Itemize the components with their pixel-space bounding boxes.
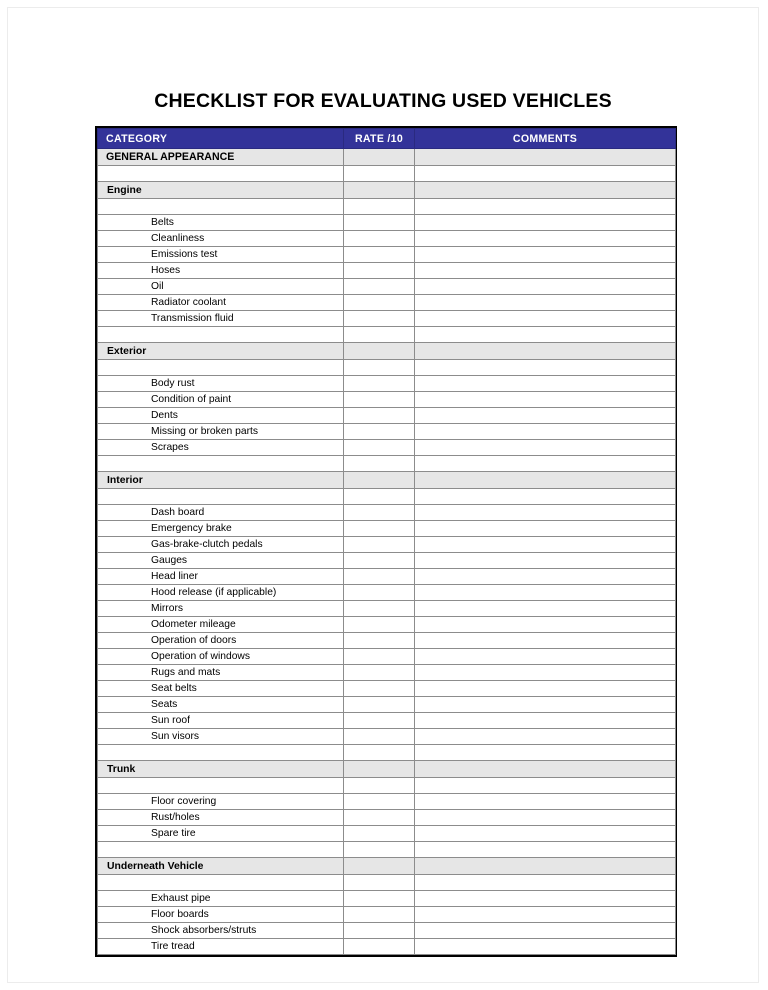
cell-category: Rugs and mats (98, 665, 344, 681)
cell-rate[interactable] (344, 505, 415, 521)
table-row (98, 424, 676, 440)
cell-rate[interactable] (344, 617, 415, 633)
cell-category: Floor covering (98, 794, 344, 810)
cell-comments (415, 182, 676, 199)
cell-comments[interactable] (415, 681, 676, 697)
cell-comments (415, 360, 676, 376)
table-row (98, 537, 676, 553)
cell-comments[interactable] (415, 311, 676, 327)
cell-rate[interactable] (344, 376, 415, 392)
cell-rate (344, 875, 415, 891)
table-row (98, 649, 676, 665)
cell-comments[interactable] (415, 713, 676, 729)
table-row-spacer (98, 489, 676, 505)
cell-rate[interactable] (344, 794, 415, 810)
cell-rate (344, 360, 415, 376)
cell-comments[interactable] (415, 569, 676, 585)
page-title: CHECKLIST FOR EVALUATING USED VEHICLES (154, 90, 612, 112)
table-row (98, 231, 676, 247)
table-row-spacer (98, 166, 676, 182)
cell-comments[interactable] (415, 729, 676, 745)
table-row-section-heading (98, 182, 676, 199)
table-row (98, 215, 676, 231)
cell-rate[interactable] (344, 247, 415, 263)
table-row (98, 891, 676, 907)
cell-category: Gauges (98, 553, 344, 569)
cell-category: Hoses (98, 263, 344, 279)
cell-category: Seat belts (98, 681, 344, 697)
cell-category (98, 745, 344, 761)
cell-rate (344, 149, 415, 166)
cell-rate (344, 778, 415, 794)
cell-category: Emissions test (98, 247, 344, 263)
cell-rate[interactable] (344, 521, 415, 537)
cell-category: Sun visors (98, 729, 344, 745)
cell-category: Underneath Vehicle (98, 858, 344, 875)
cell-rate[interactable] (344, 295, 415, 311)
cell-comments (415, 456, 676, 472)
table-row (98, 295, 676, 311)
cell-category: Spare tire (98, 826, 344, 842)
cell-category: Dents (98, 408, 344, 424)
cell-category: Condition of paint (98, 392, 344, 408)
cell-category: Emergency brake (98, 521, 344, 537)
cell-rate[interactable] (344, 891, 415, 907)
cell-category: Gas-brake-clutch pedals (98, 537, 344, 553)
cell-comments[interactable] (415, 392, 676, 408)
table-row-spacer (98, 199, 676, 215)
table-row-spacer (98, 842, 676, 858)
table-row (98, 585, 676, 601)
cell-category: Dash board (98, 505, 344, 521)
cell-comments (415, 778, 676, 794)
cell-comments[interactable] (415, 295, 676, 311)
cell-category (98, 842, 344, 858)
table-row-spacer (98, 456, 676, 472)
table-row-section-heading (98, 343, 676, 360)
cell-rate[interactable] (344, 665, 415, 681)
table-row (98, 408, 676, 424)
cell-rate[interactable] (344, 424, 415, 440)
cell-comments[interactable] (415, 697, 676, 713)
cell-rate[interactable] (344, 392, 415, 408)
cell-rate (344, 182, 415, 199)
table-row-spacer (98, 778, 676, 794)
cell-comments[interactable] (415, 826, 676, 842)
cell-category (98, 199, 344, 215)
cell-comments[interactable] (415, 665, 676, 681)
cell-rate[interactable] (344, 826, 415, 842)
cell-rate[interactable] (344, 553, 415, 569)
cell-rate (344, 761, 415, 778)
table-row-section-heading (98, 858, 676, 875)
cell-category (98, 360, 344, 376)
cell-rate[interactable] (344, 907, 415, 923)
cell-rate[interactable] (344, 585, 415, 601)
table-row (98, 311, 676, 327)
cell-rate[interactable] (344, 311, 415, 327)
table-header (98, 129, 676, 149)
cell-category: Engine (98, 182, 344, 199)
cell-comments (415, 858, 676, 875)
cell-category: Operation of doors (98, 633, 344, 649)
cell-category: Oil (98, 279, 344, 295)
cell-rate[interactable] (344, 569, 415, 585)
cell-category: Exterior (98, 343, 344, 360)
cell-rate[interactable] (344, 729, 415, 745)
cell-comments (415, 875, 676, 891)
table-row (98, 376, 676, 392)
table-row-section-heading (98, 472, 676, 489)
cell-comments (415, 199, 676, 215)
cell-rate (344, 858, 415, 875)
cell-category: Belts (98, 215, 344, 231)
cell-rate[interactable] (344, 923, 415, 939)
cell-rate[interactable] (344, 231, 415, 247)
table-row (98, 247, 676, 263)
cell-comments (415, 761, 676, 778)
cell-rate[interactable] (344, 279, 415, 295)
table-row-group-heading (98, 149, 676, 166)
cell-category: Odometer mileage (98, 617, 344, 633)
cell-rate (344, 166, 415, 182)
cell-comments[interactable] (415, 505, 676, 521)
cell-category (98, 489, 344, 505)
table-row (98, 279, 676, 295)
table-row (98, 729, 676, 745)
cell-category: Sun roof (98, 713, 344, 729)
cell-rate (344, 456, 415, 472)
checklist-table-container (95, 126, 677, 957)
table-row (98, 923, 676, 939)
table-row (98, 601, 676, 617)
cell-comments (415, 327, 676, 343)
cell-comments[interactable] (415, 376, 676, 392)
document-page (8, 8, 758, 982)
table-row (98, 633, 676, 649)
cell-comments[interactable] (415, 247, 676, 263)
table-row (98, 617, 676, 633)
cell-rate (344, 489, 415, 505)
cell-category (98, 166, 344, 182)
cell-comments[interactable] (415, 617, 676, 633)
cell-rate[interactable] (344, 537, 415, 553)
cell-rate (344, 745, 415, 761)
cell-rate[interactable] (344, 939, 415, 955)
cell-comments[interactable] (415, 215, 676, 231)
table-row (98, 794, 676, 810)
cell-comments (415, 343, 676, 360)
table-row (98, 440, 676, 456)
table-row (98, 521, 676, 537)
cell-category: Transmission fluid (98, 311, 344, 327)
cell-category (98, 875, 344, 891)
cell-comments[interactable] (415, 939, 676, 955)
cell-comments[interactable] (415, 585, 676, 601)
cell-category: GENERAL APPEARANCE (98, 149, 344, 166)
cell-comments[interactable] (415, 521, 676, 537)
cell-category: Scrapes (98, 440, 344, 456)
cell-category: Interior (98, 472, 344, 489)
table-row (98, 810, 676, 826)
table-row (98, 392, 676, 408)
cell-category: Missing or broken parts (98, 424, 344, 440)
table-row-spacer (98, 745, 676, 761)
cell-comments (415, 166, 676, 182)
table-row-section-heading (98, 761, 676, 778)
cell-comments[interactable] (415, 537, 676, 553)
cell-category: Exhaust pipe (98, 891, 344, 907)
table-row (98, 713, 676, 729)
cell-rate[interactable] (344, 681, 415, 697)
cell-category: Tire tread (98, 939, 344, 955)
cell-rate[interactable] (344, 440, 415, 456)
table-row-spacer (98, 327, 676, 343)
cell-rate[interactable] (344, 601, 415, 617)
table-row (98, 907, 676, 923)
cell-category: Operation of windows (98, 649, 344, 665)
cell-category (98, 456, 344, 472)
cell-rate[interactable] (344, 713, 415, 729)
cell-rate[interactable] (344, 263, 415, 279)
table-row (98, 263, 676, 279)
cell-comments[interactable] (415, 424, 676, 440)
cell-category: Floor boards (98, 907, 344, 923)
cell-comments (415, 472, 676, 489)
table-row (98, 665, 676, 681)
cell-category: Rust/holes (98, 810, 344, 826)
cell-category: Body rust (98, 376, 344, 392)
cell-comments (415, 489, 676, 505)
table-row (98, 697, 676, 713)
cell-rate[interactable] (344, 649, 415, 665)
cell-rate[interactable] (344, 810, 415, 826)
column-header-comments: COMMENTS (415, 129, 676, 149)
cell-comments[interactable] (415, 408, 676, 424)
cell-category: Mirrors (98, 601, 344, 617)
cell-comments[interactable] (415, 794, 676, 810)
cell-comments[interactable] (415, 907, 676, 923)
cell-category (98, 327, 344, 343)
cell-category: Trunk (98, 761, 344, 778)
cell-rate (344, 472, 415, 489)
column-header-rate: RATE /10 (344, 129, 415, 149)
cell-rate[interactable] (344, 408, 415, 424)
cell-comments[interactable] (415, 601, 676, 617)
cell-category: Hood release (if applicable) (98, 585, 344, 601)
table-row (98, 569, 676, 585)
cell-comments (415, 842, 676, 858)
cell-comments[interactable] (415, 440, 676, 456)
cell-comments[interactable] (415, 553, 676, 569)
cell-comments[interactable] (415, 231, 676, 247)
cell-category: Shock absorbers/struts (98, 923, 344, 939)
cell-rate (344, 199, 415, 215)
table-row (98, 505, 676, 521)
table-header-row (98, 129, 676, 149)
table-row (98, 826, 676, 842)
cell-comments[interactable] (415, 633, 676, 649)
cell-category: Cleanliness (98, 231, 344, 247)
cell-rate (344, 343, 415, 360)
cell-comments[interactable] (415, 279, 676, 295)
cell-comments[interactable] (415, 263, 676, 279)
table-body (98, 149, 676, 955)
cell-category: Radiator coolant (98, 295, 344, 311)
cell-category (98, 778, 344, 794)
cell-comments[interactable] (415, 923, 676, 939)
cell-category: Seats (98, 697, 344, 713)
cell-rate (344, 327, 415, 343)
column-header-category: CATEGORY (98, 129, 344, 149)
cell-comments (415, 149, 676, 166)
cell-comments[interactable] (415, 891, 676, 907)
cell-rate[interactable] (344, 633, 415, 649)
cell-comments (415, 745, 676, 761)
cell-comments[interactable] (415, 810, 676, 826)
cell-category: Head liner (98, 569, 344, 585)
table-row-spacer (98, 360, 676, 376)
table-row (98, 553, 676, 569)
table-row-spacer (98, 875, 676, 891)
table-row (98, 681, 676, 697)
cell-rate[interactable] (344, 215, 415, 231)
checklist-table (97, 128, 676, 955)
cell-rate (344, 842, 415, 858)
cell-rate[interactable] (344, 697, 415, 713)
table-row (98, 939, 676, 955)
cell-comments[interactable] (415, 649, 676, 665)
